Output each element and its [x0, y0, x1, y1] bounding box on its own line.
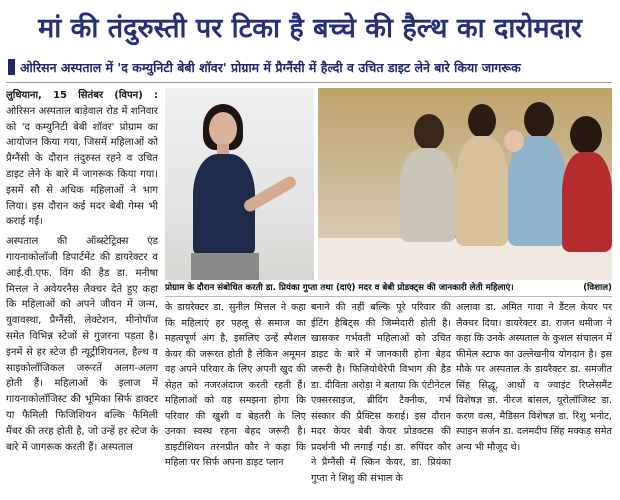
woman-4-head — [570, 116, 602, 154]
caption-rule — [165, 296, 612, 297]
article-column-2: के डायरेक्टर डा. सुनील मित्तल ने कहा कि महिलाएं हर पहलू से समाज का महत्वपूर्ण अंग है, इसलिए उन्हें स्पैशल केयर की जरूरत होती है लेकिन अमूमन वह अपने परिवार के लिए अपनी खुद की सेहत को नजरअंदाज करती रहती हैं। महिलाओं को यह समझना होगा कि परिवार की खुशी व बेहतरी के लिए उनका स्वस्थ रहना बेहद जरूरी है। डाइटीशियन तरनप्रीत कौर ने कहा कि महिला पर सिर्फ अपना डाइट प्लान — [165, 302, 306, 468]
woman-4-body — [562, 152, 612, 252]
photo-products — [318, 88, 612, 280]
speaker-skirt — [191, 253, 259, 280]
subheadline-text: ओरिसन अस्पताल में 'द कम्युनिटी बेबी शॉवर' प्रोग्राम में प्रैग्नैंसी में हैल्दी व उचित डाइट लेने बारे किया जागरूक — [20, 59, 521, 75]
paragraph-1 — [6, 88, 158, 230]
subheadline-bullet — [8, 59, 15, 75]
subheadline — [0, 54, 620, 80]
paragraph-1-text: ओरिसन अस्पताल बाड़ेवाल रोड में शनिवार को 'द कम्युनिटी बेबी शॉवर' प्रोग्राम का आयोजन किया गया, जिसमें महिलाओं को प्रैग्नैंसी के दौरान तंदुरुस्त रहने व उचित डाइट लेने के बारे में जागरूक किया गया। इसमें सौ से अधिक महिलाओं ने भाग लिया। इस दौरान कई मदर बेबी गेम्स भी कराई गईं। — [6, 105, 158, 228]
photo-caption — [165, 281, 612, 295]
article-column-3: बनाने की नहीं बल्कि पूरे परिवार की ईटिंग हैबिट्स की जिम्मेदारी होती है। खासकर गर्भवती महिलाओं को उचित डाइट के बारे में जानकारी होना बेहद जरूरी है। फिजियोथैरेपी विभाग की हैड डा. दीविता अरोड़ा ने बताया कि एंटीनेटल एक्सरसाइज, ब्रीदिंग टैक्नीक, गर्भ संस्कार की प्रैक्टिस कराई। इस दौरान मदर केयर बेबी केयर प्रोडक्टस की प्रदर्शनी भी लगाई गई। डा. रुपिंदर कौर ने प्रैग्नैंसी में स्किन केयर, डा. प्रियंका गुप्ता ने शिशु की संभाल के — [311, 302, 451, 484]
photo-caption-text: प्रोग्राम के दौरान संबोधित करती डा. प्रियंका गुप्ता तथा (दाएं) मदर व बेबी प्रोडक्ट्स की जानकारी लेती महिलाएं। — [165, 283, 514, 293]
baby-head — [504, 130, 524, 152]
article-column-1 — [6, 88, 158, 494]
headline: मां की तंदुरुस्ती पर टिका है बच्चे की हैल्थ का दारोमदार — [38, 12, 582, 44]
woman-2-body — [456, 136, 508, 246]
top-rule — [6, 82, 612, 83]
paragraph-2: अस्पताल की ऑब्स्टेट्रिक्स एंड गायनाकोलॉजी डिपार्टमेंट की डायरेक्टर व आई.वी.एफ. विंग की हैड डा. मनीषा मित्तल ने अवेयरनैस लैक्चर देते हुए कहा कि महिलाओं को अपने जीवन में जन्म, युवावस्था, प्रैग्नैंसी, लेक्टेशन, मीनोपॉज समेत विभिन्न स्टेजों से गुजरना पड़ता है। इनमें से हर स्टेज ही न्यूट्रीशियनल, हैल्थ व साइकोलॉजिकल जरूरतें अलग-अलग होती हैं। महिलाओं के इलाज में गायनाकोलॉजिस्ट की भूमिका सिर्फ डाक्टर या फैमिली फिजिशियन बल्कि फैमिली मैंबर की तरह होती है, जो उन्हें हर स्टेज के बारे में जागरूक करती हैं। अस्पताल — [6, 236, 158, 453]
woman-3-body — [508, 136, 566, 246]
woman-3-head — [524, 102, 554, 138]
photo-speaker — [165, 88, 314, 280]
photo-credit: (विशाल) — [583, 283, 612, 293]
woman-2-head — [468, 104, 496, 138]
article-column-4: अलावा डा. अमित गावा ने डैंटल केयर पर लैक्चर दिया। डायरेक्टर डा. राजन धमीजा ने कहा कि उनके अस्पताल के कुशल संचालन में फीमेल स्टाफ का उल्लेखनीय योगदान है। इस मौके पर अस्पताल के डायरैक्टर डा. समजीत सिंह सिद्धू, आर्थो व ज्वाइंट रिप्लेसमैंट विशेषज्ञ डा. नीरज बांसल, यूरोलॉजिस्ट डा. करण वत्स, मैडिसन विशेषज्ञ डा. रिशु भनोट, स्पाइन सर्जन डा. दलमदीप सिंह मक्कड़ समेत अन्य भी मौजूद थे। — [456, 302, 612, 453]
speaker-face — [209, 112, 237, 146]
dateline: लुधियाना, 15 सितंबर (विपन) : — [6, 90, 158, 101]
woman-1-head — [414, 114, 444, 150]
woman-1-body — [400, 148, 456, 242]
